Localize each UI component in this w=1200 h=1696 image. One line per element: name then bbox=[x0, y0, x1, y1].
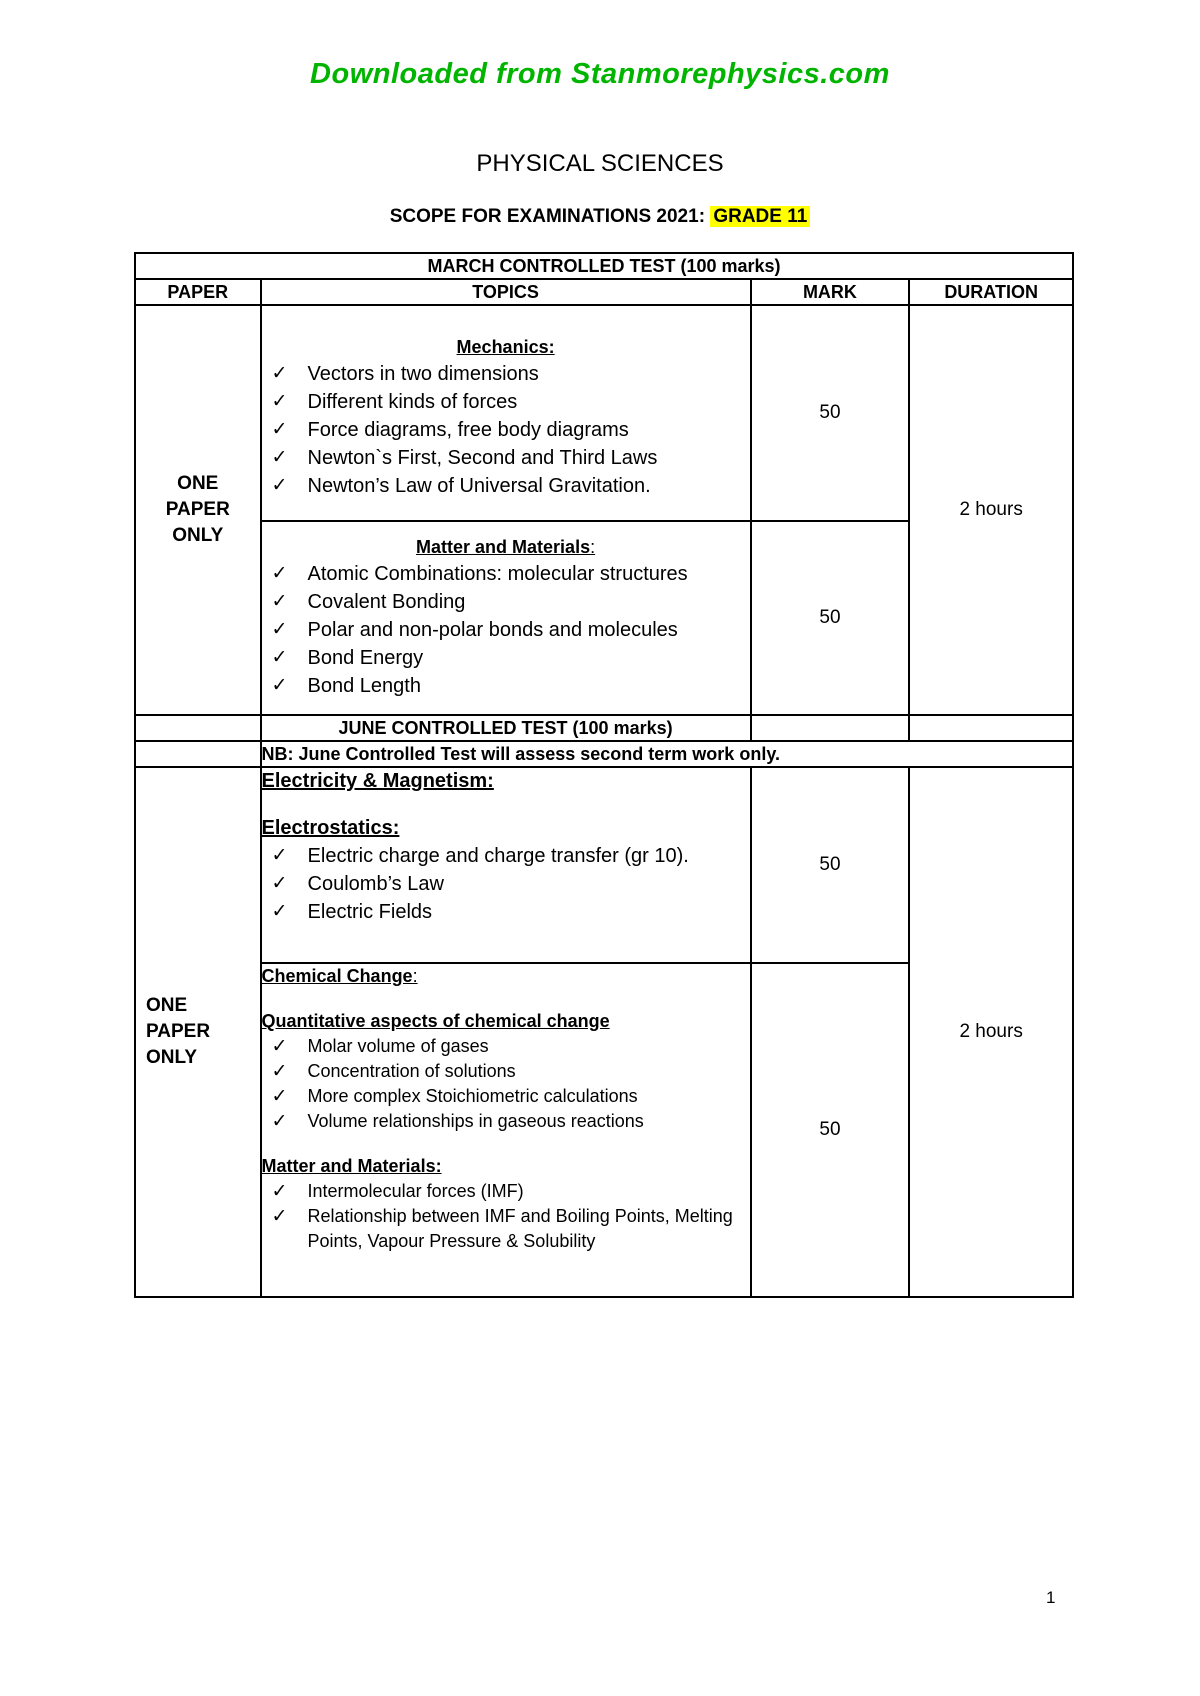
check-icon: ✓ bbox=[271, 390, 288, 412]
electricity-mark: 50 bbox=[751, 767, 910, 963]
june-paper-cell: ONE PAPER ONLY bbox=[135, 767, 261, 1297]
quantitative-heading: Quantitative aspects of chemical change bbox=[261, 1011, 610, 1031]
page-subtitle bbox=[0, 206, 1200, 228]
check-icon: ✓ bbox=[271, 1206, 288, 1227]
june-duration: 2 hours bbox=[909, 767, 1073, 1297]
matter-materials-heading: Matter and Materials: bbox=[261, 1156, 442, 1176]
electricity-heading: Electricity & Magnetism: bbox=[261, 770, 494, 792]
list-item: ✓ Different kinds of forces bbox=[308, 388, 750, 416]
march-duration: 2 hours bbox=[909, 305, 1073, 715]
matter-mark: 50 bbox=[751, 521, 910, 715]
quantitative-list bbox=[262, 1034, 750, 1134]
matter-heading: Matter and Materials: bbox=[416, 536, 596, 557]
grade-badge: GRADE 11 bbox=[710, 206, 810, 227]
page-title: PHYSICAL SCIENCES bbox=[476, 150, 724, 177]
june-note-row bbox=[135, 741, 1073, 767]
list-item: ✓ Atomic Combinations: molecular structures bbox=[308, 560, 750, 588]
list-item: ✓ Molar volume of gases bbox=[271, 1036, 489, 1057]
march-title-row bbox=[135, 253, 1073, 279]
list-item: ✓ More complex Stoichiometric calculations bbox=[271, 1086, 638, 1107]
check-icon: ✓ bbox=[271, 446, 288, 468]
june-note: NB: June Controlled Test will assess second term work only. bbox=[261, 741, 1073, 767]
header-row bbox=[135, 279, 1073, 305]
check-icon: ✓ bbox=[271, 590, 288, 612]
mechanics-heading: Mechanics: bbox=[456, 336, 555, 357]
chemical-mark: 50 bbox=[751, 963, 910, 1297]
check-icon: ✓ bbox=[271, 1061, 288, 1082]
list-item: ✓ Polar and non-polar bonds and molecules bbox=[308, 616, 750, 644]
check-icon: ✓ bbox=[271, 618, 288, 640]
list-item: ✓ Electric charge and charge transfer (gr 10). bbox=[308, 842, 750, 870]
check-icon: ✓ bbox=[271, 845, 288, 866]
header-mark: MARK bbox=[751, 279, 910, 305]
march-paper-cell: ONE PAPER ONLY bbox=[135, 305, 261, 715]
june-title-row bbox=[135, 715, 1073, 741]
electricity-topics bbox=[261, 767, 751, 963]
matter-topics bbox=[261, 521, 751, 715]
check-icon: ✓ bbox=[271, 901, 288, 922]
list-item: ✓ Electric Fields bbox=[308, 898, 750, 926]
electrostatics-list bbox=[262, 842, 750, 926]
mechanics-list bbox=[262, 360, 750, 500]
march-title: MARCH CONTROLLED TEST (100 marks) bbox=[135, 253, 1073, 279]
header-duration: DURATION bbox=[909, 279, 1073, 305]
march-mechanics-row bbox=[135, 305, 1073, 521]
list-item: ✓ Vectors in two dimensions bbox=[308, 360, 750, 388]
check-icon: ✓ bbox=[271, 362, 288, 384]
check-icon: ✓ bbox=[271, 674, 288, 696]
list-item: ✓ Covalent Bonding bbox=[308, 588, 750, 616]
check-icon: ✓ bbox=[271, 646, 288, 668]
page-number: 1 bbox=[1046, 1588, 1056, 1607]
electrostatics-heading: Electrostatics: bbox=[261, 817, 400, 839]
check-icon: ✓ bbox=[271, 474, 288, 496]
mechanics-topics bbox=[261, 305, 751, 521]
header-topics: TOPICS bbox=[261, 279, 751, 305]
list-item: ✓ Coulomb’s Law bbox=[308, 870, 750, 898]
check-icon: ✓ bbox=[271, 873, 288, 894]
june-electricity-row bbox=[135, 767, 1073, 963]
chemical-topics bbox=[261, 963, 751, 1297]
list-item: ✓ Force diagrams, free body diagrams bbox=[308, 416, 750, 444]
list-item: ✓ Relationship between IMF and Boiling Points, Melting Points, Vapour Pressure & Solubility bbox=[271, 1206, 733, 1251]
check-icon: ✓ bbox=[271, 1181, 288, 1202]
list-item: ✓ Intermolecular forces (IMF) bbox=[271, 1181, 524, 1202]
scope-table bbox=[134, 252, 1074, 1298]
check-icon: ✓ bbox=[271, 1086, 288, 1107]
check-icon: ✓ bbox=[271, 1036, 288, 1057]
list-item: ✓ Newton`s First, Second and Third Laws bbox=[308, 444, 750, 472]
header-paper: PAPER bbox=[135, 279, 261, 305]
list-item: ✓ Bond Length bbox=[308, 672, 750, 700]
mechanics-mark: 50 bbox=[751, 305, 910, 521]
chemical-heading: Chemical Change: bbox=[261, 966, 418, 986]
list-item: ✓ Concentration of solutions bbox=[271, 1061, 516, 1082]
matter-list bbox=[262, 560, 750, 700]
june-title: JUNE CONTROLLED TEST (100 marks) bbox=[261, 715, 751, 741]
list-item: ✓ Bond Energy bbox=[308, 644, 750, 672]
check-icon: ✓ bbox=[271, 1111, 288, 1132]
check-icon: ✓ bbox=[271, 418, 288, 440]
list-item: ✓ Volume relationships in gaseous reactions bbox=[271, 1111, 644, 1132]
matter-materials-list bbox=[262, 1179, 750, 1254]
subtitle-prefix: SCOPE FOR EXAMINATIONS 2021: bbox=[389, 206, 706, 227]
check-icon: ✓ bbox=[271, 562, 288, 584]
list-item: ✓ Newton’s Law of Universal Gravitation. bbox=[308, 472, 750, 500]
watermark: Downloaded from Stanmorephysics.com bbox=[310, 58, 890, 90]
